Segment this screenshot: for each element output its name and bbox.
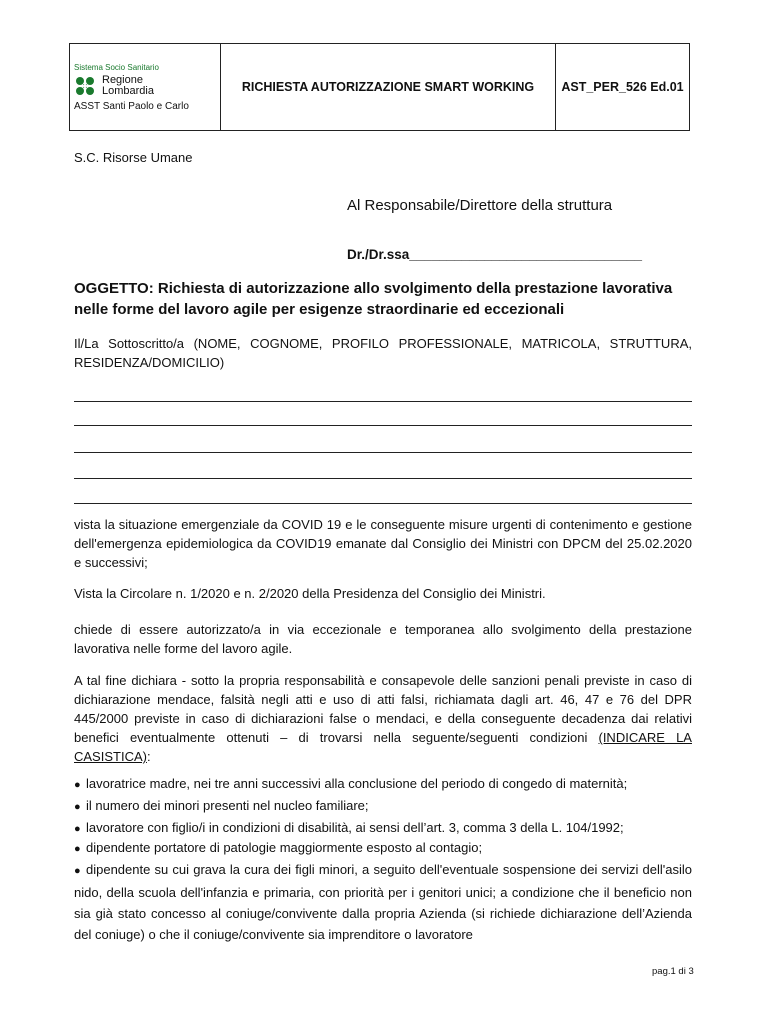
document-code: AST_PER_526 Ed.01: [561, 80, 684, 94]
list-item-text: il numero dei minori presenti nel nucleo familiare;: [86, 798, 369, 813]
bullet-icon: ●: [74, 779, 81, 791]
blank-line-4: [74, 478, 692, 479]
list-item-text: dipendente su cui grava la cura dei figli minori, a seguito dell'eventuale sospensione dei servizi dell'asilo nido, della scuola dell'infanzia e primaria, con priorità per i genitori unici; a condizione che il beneficio non sia già stato concesso al coniuge/convivente dalla propria Azienda (si richiede dichiarazione dell’Azienda del coniuge) o che il coniuge/convivente sia imprenditore o lavoratore: [74, 862, 692, 942]
list-item-text: dipendente portatore di patologie maggiormente esposto al contagio;: [86, 840, 483, 855]
blank-line-1: [74, 401, 692, 402]
logo-system-text: Sistema Socio Sanitario: [74, 62, 159, 72]
list-item: [74, 859, 692, 945]
list-item: [74, 818, 692, 839]
subject-line2: nelle forme del lavoro agile per esigenze straordinarie ed eccezionali: [74, 301, 565, 318]
recipient-line1: Al Responsabile/Direttore della struttura: [347, 197, 613, 214]
subject-line1: OGGETTO: Richiesta di autorizzazione allo svolgimento della prestazione lavorativa: [74, 280, 673, 297]
list-item-text: lavoratrice madre, nei tre anni successivi alla conclusione del periodo di congedo di maternità;: [86, 776, 628, 791]
logo-region: [74, 75, 154, 97]
list-item-text: lavoratore con figlio/i in condizioni di disabilità, ai sensi dell’art. 3, comma 3 della L. 104/1992;: [86, 820, 624, 835]
document-header: [69, 43, 690, 131]
blank-line-3: [74, 452, 692, 453]
bullet-icon: ●: [74, 823, 81, 835]
intro-text: Il/La Sottoscritto/a (NOME, COGNOME, PROFILO PROFESSIONALE, MATRICOLA, STRUTTURA, RESIDENZA/DOMICILIO): [74, 336, 692, 370]
recipient-line2: Dr./Dr.ssa_______________________________: [347, 247, 643, 262]
document-title: RICHIESTA AUTORIZZAZIONE SMART WORKING: [221, 44, 556, 130]
logo-block: [70, 44, 221, 130]
lombardia-logo-icon: [74, 75, 96, 97]
logo-org-text: ASST Santi Paolo e Carlo: [74, 100, 189, 112]
page-number: pag.1 di 3: [652, 966, 694, 977]
declaration-colon: :: [146, 749, 151, 764]
bullet-icon: ●: [74, 843, 81, 855]
list-item: [74, 796, 692, 817]
logo-region-line2: Lombardia: [102, 84, 154, 97]
paragraph-circolare: Vista la Circolare n. 1/2020 e n. 2/2020 della Presidenza del Consiglio dei Ministri.: [74, 586, 546, 601]
list-item: [74, 838, 692, 859]
paragraph-covid: vista la situazione emergenziale da COVID 19 e le conseguente misure urgenti di contenimento e gestione dell'emergenza epidemiologica da COVID19 emanate dal Consiglio dei Ministri con DPCM del 25.02.2020 e successivi;: [74, 517, 692, 570]
declaration-text: A tal fine dichiara - sotto la propria responsabilità e consapevole delle sanzioni penali previste in caso di dichiarazione mendace, falsità negli atti e uso di atti falsi, richiamata dagli art. 46, 47 e 76 del DPR 445/2000 previste in caso di dichiarazioni false o mendaci, e della conseguente decadenza dai relativi benefici eventualmente ottenuti – di trovarsi nella seguente/seguenti condizioni: [74, 673, 692, 745]
blank-line-2: [74, 425, 692, 426]
paragraph-request: chiede di essere autorizzato/a in via eccezionale e temporanea allo svolgimento della prestazione lavorativa nelle forme del lavoro agile.: [74, 622, 692, 656]
declaration-casistica: (INDICARE LA CASISTICA): [74, 730, 692, 764]
sender-department: S.C. Risorse Umane: [74, 150, 193, 165]
bullet-icon: ●: [74, 865, 81, 877]
paragraph-declaration: [74, 671, 692, 766]
list-item: [74, 774, 692, 795]
logo-region-line1: Regione: [102, 73, 143, 86]
blank-line-5: [74, 503, 692, 504]
bullet-icon: ●: [74, 801, 81, 813]
